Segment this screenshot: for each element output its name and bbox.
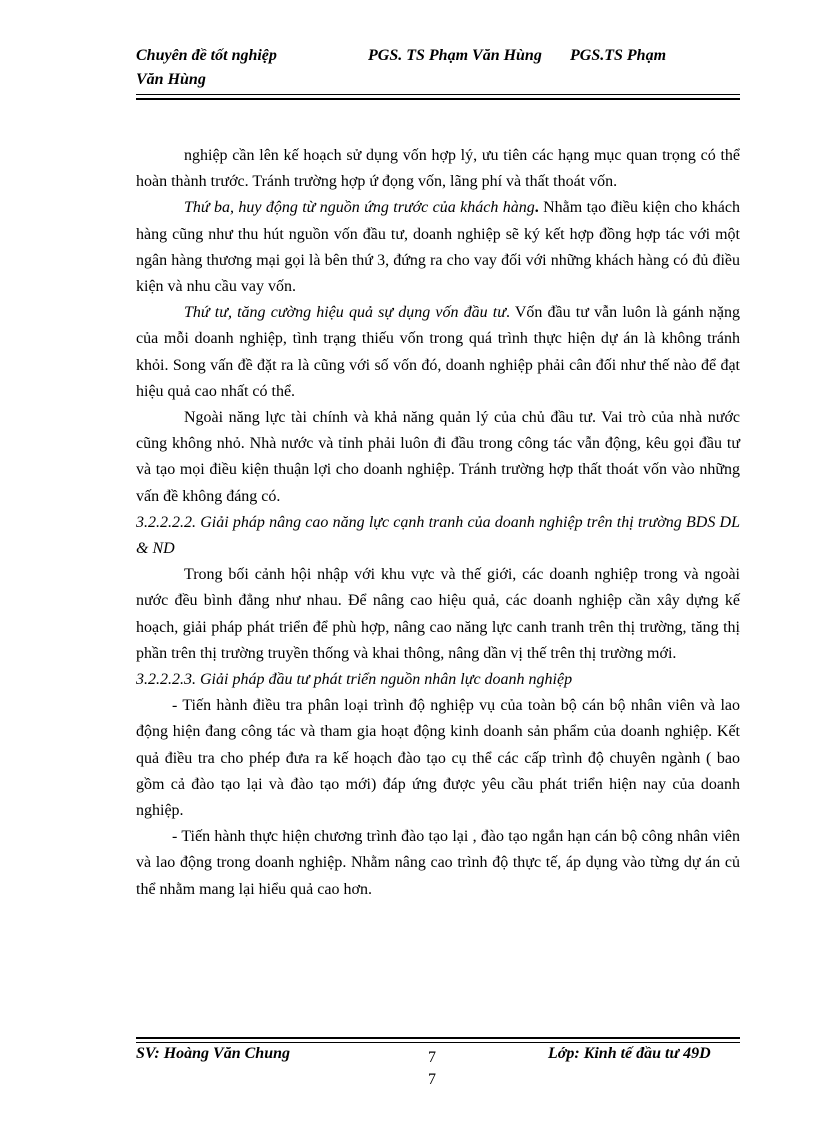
lead-in-fourth: Thứ tư, tăng cường hiệu quả sự dụng vốn đầu tư [184, 304, 506, 322]
section-heading: 3.2.2.2.3. Giải pháp đầu tư phát triển nguồn nhân lực doanh nghiệp [136, 671, 573, 689]
header-rule-thick [136, 98, 740, 100]
paragraph-text: Nhằm tạo điều kiện cho khách hàng cũng như thu hút nguồn vốn đầu tư, doanh nghiệp sẽ ký kết hợp đồng hợp tác với một ngân hàng thương mại gọi là bên thứ 3, đứng ra cho vay đối với những khách hàng có đủ điều kiện và nhu cầu vay vốn. [136, 199, 741, 296]
header-topic: Chuyên đề tốt nghiệp [136, 47, 277, 64]
paragraph: Ngoài năng lực tài chính và khả năng quản lý của chủ đầu tư. Vai trò của nhà nước cũng không nhỏ. Nhà nước và tỉnh phải luôn đi đầu trong công tác vẫn động, kêu gọi đầu tư và tạo mọi điều kiện thuận lợi cho doanh nghiệp. Tránh trường hợp thất thoát vốn vào những vấn đề không đáng có. [136, 409, 740, 505]
paragraph: Trong bối cảnh hội nhập với khu vực và thế giới, các doanh nghiệp trong và ngoài nước đều bình đẳng như nhau. Để nâng cao hiệu quả, các doanh nghiệp cần xây dựng kế hoạch, giải pháp phát triển để phù hợp, nâng cao năng lực canh tranh trên thị trường, tăng thị phần trên thị trường truyền thống và khai thông, nâng dần vị thế trên thị trường mới. [136, 566, 740, 662]
footer-rule-thick [136, 1037, 740, 1039]
header-advisor: PGS. TS Phạm Văn Hùng [368, 47, 542, 64]
lead-in-third: Thứ ba, huy động từ nguồn ứng trước của khách hàng [184, 199, 535, 217]
section-heading: 3.2.2.2.2. Giải pháp nâng cao năng lực cạnh tranh của doanh nghiệp trên thị trường BDS DL & ND [136, 513, 740, 558]
lead-in-fourth-dot: . [505, 304, 510, 322]
paragraph-text: Vốn đầu tư vẫn luôn là gánh nặng của mỗi doanh nghiệp, tình trạng thiếu vốn trong quá trình thực hiện dự án là không tránh khỏi. Song vấn đề đặt ra là cũng với số vốn đó, doanh nghiệp phải cân đối như thế nào để đạt hiệu quả cao nhất có thể. [136, 304, 740, 400]
lead-in-third-dot: . [534, 199, 539, 217]
footer-rule-thin [136, 1042, 740, 1043]
paragraph [136, 195, 740, 300]
footer-student: SV: Hoàng Văn Chung [136, 1045, 290, 1062]
page-number: 7 [428, 1049, 436, 1066]
list-item: - Tiến hành điều tra phân loại trình độ nghiệp vụ của toàn bộ cán bộ nhân viên và lao động hiện đang công tác và tham gia hoạt động kinh doanh sản phẩm của doanh nghiệp. Kết quả điều tra cho phép đưa ra kế hoạch đào tạo cụ thể các cấp trình độ chuyên ngành ( bao gồm cả đào tạo lại và đào tạo mới) đáp ứng được yêu cầu phát triển hiện nay của doanh nghiệp. [136, 697, 740, 820]
page-number-repeat: 7 [428, 1071, 436, 1088]
paragraph [136, 300, 740, 405]
footer-class: Lớp: Kinh tế đầu tư 49D [548, 1045, 711, 1062]
header-advisor-repeat: PGS.TS Phạm [570, 47, 667, 64]
header-advisor-continued: Văn Hùng [136, 71, 206, 88]
list-item: - Tiến hành thực hiện chương trình đào tạo lại , đào tạo ngắn hạn cán bộ công nhân viên và lao động trong doanh nghiệp. Nhằm nâng cao trình độ thực tế, áp dụng vào từng dự án củ thể nhằm mang lại hiểu quả cao hơn. [136, 828, 740, 898]
document-body [136, 143, 740, 903]
header-rule-thin [136, 94, 740, 95]
paragraph: nghiệp cần lên kế hoạch sử dụng vốn hợp lý, ưu tiên các hạng mục quan trọng có thể hoàn thành trước. Tránh trường hợp ứ đọng vốn, lãng phí và thất thoát vốn. [136, 147, 740, 191]
